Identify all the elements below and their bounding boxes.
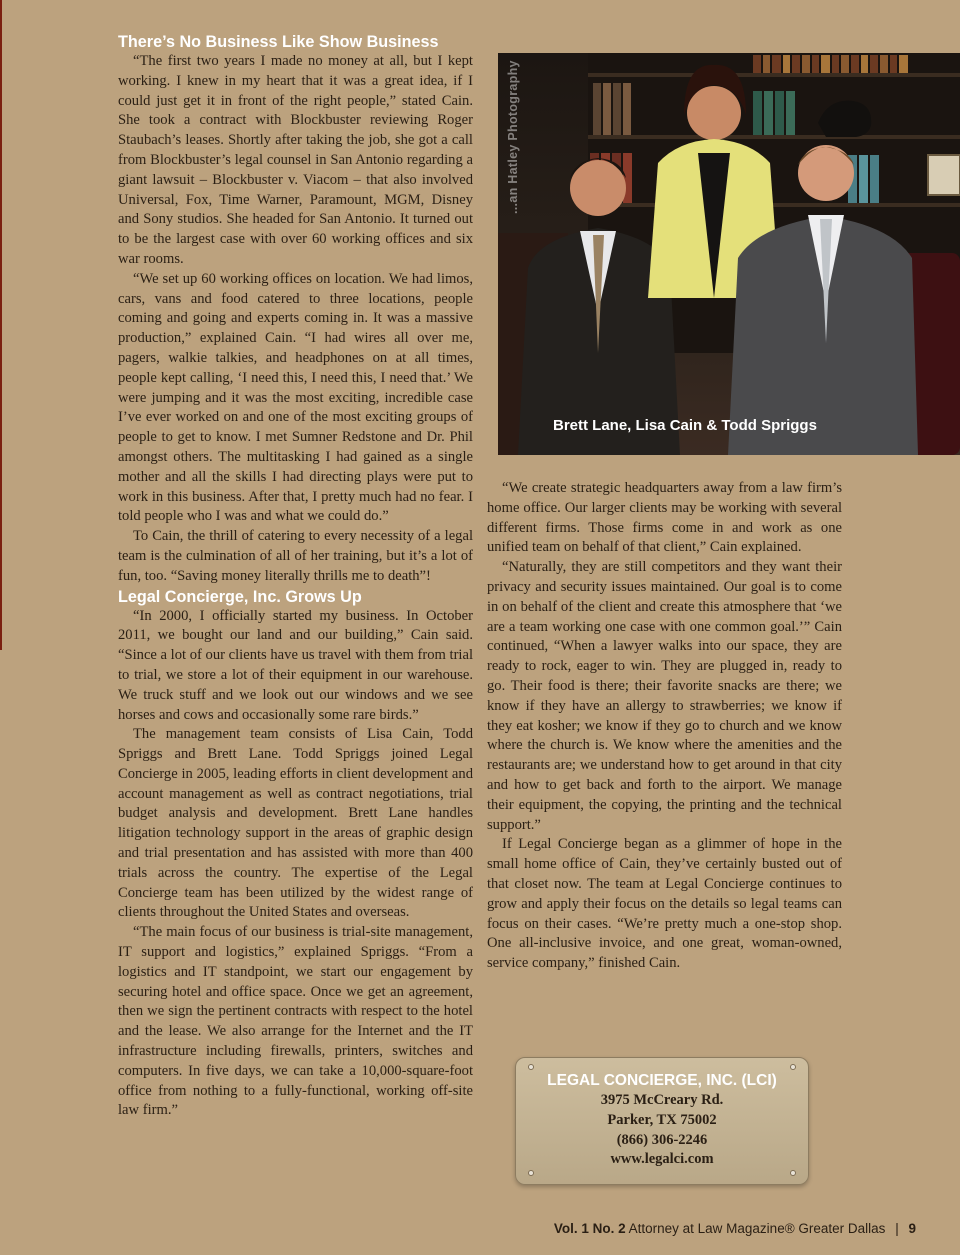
- left-column: [118, 32, 473, 1121]
- paragraph: “In 2000, I officially started my business. In October 2011, we bought our land and our building,” Cain said. “Since a lot of our clients have us travel with them from trial to trial, we store a lot of their equipment in our warehouse. We truck stuff and we look out our windows and we see horses and cows and occasionally some rare birds.”: [118, 607, 474, 723]
- magazine-name: Attorney at Law Magazine® Greater Dallas: [628, 1221, 886, 1236]
- volume-label: Vol. 1 No. 2: [553, 1221, 626, 1236]
- address-city: Parker, TX 75002: [607, 1111, 717, 1128]
- screw-icon: [790, 1064, 796, 1070]
- team-photo: [498, 53, 960, 455]
- paragraph: If Legal Concierge began as a glimmer of hope in the small home office of Cain, they’ve certainly busted out of that closet now. The team at Legal Concierge continues to grow and apply their focus on the details so legal teams can focus on their cases. “We’re pretty much a one-stop shop. One all-inclusive invoice, and one great, woman-owned, service company,” finished Cain.: [487, 836, 842, 972]
- paragraph: “We create strategic headquarters away from a law firm’s home office. Our larger clients may be working with several different firms. Those firms come in and work as one unified team on behalf of that client,” Cain explained.: [487, 480, 842, 556]
- photo-credit: ...an Hatley Photography: [506, 60, 520, 214]
- right-column: [487, 479, 842, 974]
- paragraph: “We set up 60 working offices on location. We had limos, cars, vans and food catered to three locations, people coming and going and experts coming in. It was a massive production,” explained Cain. “I had wires all over me, pagers, walkie talkies, and headphones on at all times, people kept calling, ‘I need this, I need this, I need that.’ We were jumping and it was the most exciting, incredible case I’ve ever worked on and one of the most exciting groups of people to get to know. I met Sumner Redstone and Dr. Phil amongst others. The multitasking I had gained as a single mother and all the skills I had directing plays were put to work in this business. After that, I pretty much had no fear. I told people who I was and what we could do.”: [118, 270, 473, 525]
- paragraph: “The first two years I made no money at all, but I kept working. I knew in my heart that it was a great idea, if I could just get it in front of the right people,” stated Cain. She took a contract with Blockbuster reviewing Roger Staubach’s leases. Shortly after taking the job, she got a call from Blockbuster’s legal counsel in San Antonio regarding a giant lawsuit – Blockbuster v. Viacom – that also involved Universal, Fox, Time Warner, Paramount, MGM, Disney and Sony studios. She headed for San Antonio. It turned out to be the largest case with over 60 working offices and six war rooms.: [118, 53, 473, 267]
- page-footer: [554, 1221, 916, 1236]
- website-link[interactable]: www.legalci.com: [610, 1151, 714, 1168]
- screw-icon: [528, 1064, 534, 1070]
- screw-icon: [790, 1170, 796, 1176]
- paragraph: “Naturally, they are still competitors and they want their privacy and security issues maintained. Our goal is to come in on behalf of the client and create this atmosphere that ‘we are a team working one case with one common goal.’” Cain continued, “When a lawyer walks into our space, they are ready to rock, eager to win. They are plugged in, ready to go. Their food is there; their favorite snacks are there; we know if they have an allergy to strawberries; we know if they eat kosher; we know if they go to church and we know where the church is. We know where the amenities and the restaurants are; we understand how to get around in that city and how to get back and forth to the airport. We manage their equipment, the copying, the printing and the technical support.”: [487, 559, 842, 833]
- footer-separator: |: [895, 1221, 899, 1236]
- paragraph: “The main focus of our business is trial-site management, IT support and logistics,” explained Spriggs. “From a logistics and IT standpoint, we start our engagement by securing hotel and office space. Once we get an agreement, then we sign the pertinent contracts with respect to the hotel and the lease. We also arrange for the Internet and the IT infrastructure including firewalls, printers, switches and computers. In five days, we can take a 10,000-square-foot office from nothing to a fully-functional, working off-site law firm.”: [118, 924, 473, 1119]
- page-number: 9: [908, 1221, 916, 1236]
- team-photo-illustration: [498, 53, 960, 455]
- section-heading-grows-up: Legal Concierge, Inc. Grows Up: [118, 587, 362, 606]
- section-heading-show-business: There’s No Business Like Show Business: [118, 33, 439, 51]
- paragraph: The management team consists of Lisa Cain, Todd Spriggs and Brett Lane. Todd Spriggs joined Legal Concierge in 2005, leading efforts in client development and account management as well as contract negotiations, trial budget analysis and development. Brett Lane handles litigation technology support in the areas of graphic design and trial presentation and has assisted with more than 400 trials across the country. The expertise of the Legal Concierge team has been utilized by the widest range of clients throughout the United States and overseas.: [118, 726, 473, 921]
- address-street: 3975 McCreary Rd.: [600, 1092, 724, 1108]
- phone-number: (866) 306-2246: [616, 1131, 708, 1148]
- screw-icon: [528, 1170, 534, 1176]
- paragraph: To Cain, the thrill of catering to every necessity of a legal team is the culmination of all of her training, but it’s a lot of fun, too. “Saving money literally thrills me to death”!: [118, 528, 473, 584]
- company-name: LEGAL CONCIERGE, INC. (LCI): [547, 1072, 777, 1089]
- contact-info-box: [515, 1057, 809, 1185]
- photo-caption: Brett Lane, Lisa Cain & Todd Spriggs: [553, 417, 817, 434]
- page-edge-rule: [0, 0, 2, 650]
